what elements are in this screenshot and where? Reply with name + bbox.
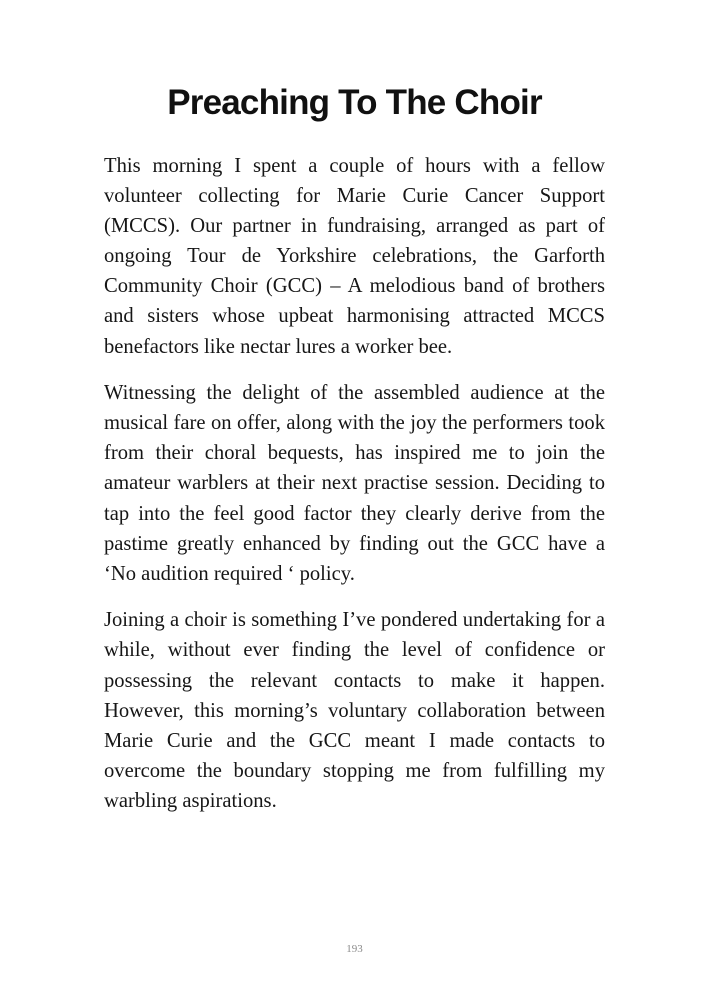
page-number: 193 [346, 943, 363, 955]
paragraph: Joining a choir is something I’ve pondered undertaking for a while, without ever finding the level of confidence or possessing the relevant contacts to make it happen. However, this morning’s voluntary collaboration between Marie Curie and the GCC meant I made contacts to overcome the boundary stopping me from fulfilling my warbling aspirations. [104, 609, 605, 812]
paragraph: Witnessing the delight of the assembled audience at the musical fare on offer, along with the joy the performers took from their choral bequests, has inspired me to join the amateur warblers at their next practise session. Deciding to tap into the feel good factor they clearly derive from the pastime greatly enhanced by finding out the GCC have a ‘No audition required ‘ policy. [104, 382, 605, 585]
page-title: Preaching To The Choir [167, 83, 542, 122]
paragraph: This morning I spent a couple of hours with a fellow volunteer collecting for Marie Curie Cancer Support (MCCS). Our partner in fundraising, arranged as part of ongoing Tour de Yorkshire celebrations, the Garforth Community Choir (GCC) – A melodious band of brothers and sisters whose upbeat harmonising attracted MCCS benefactors like nectar lures a worker bee. [104, 155, 605, 358]
body-text [104, 151, 605, 832]
